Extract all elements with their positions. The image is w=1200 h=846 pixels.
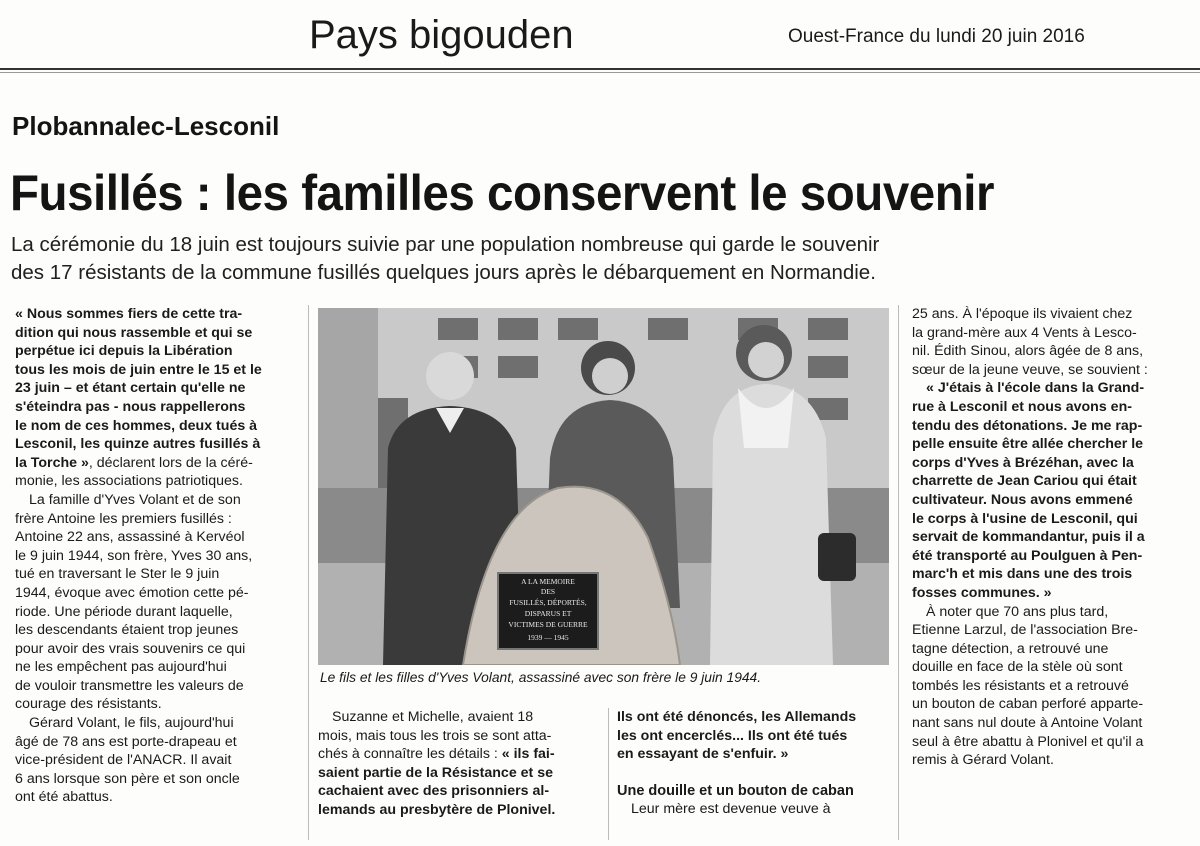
text-line: en essayant de s'enfuir. »	[617, 746, 789, 763]
text-line: cultivateur. Nous avons emmené	[912, 491, 1133, 508]
text-line: les descendants étaient trop jeunes	[15, 622, 239, 639]
text-line: les ont encerclés... Ils ont été tués	[617, 727, 848, 744]
text-line: s'éteindra pas - nous rappellerons	[15, 398, 246, 415]
text-line: marc'h et mis dans une des trois	[912, 566, 1133, 583]
text-line	[15, 454, 305, 473]
text-line: mois, mais tous les trois se sont atta-	[318, 727, 552, 744]
plaque-line: 1939 — 1945	[527, 633, 569, 642]
text-line: sœur de la jeune veuve, se souvient :	[912, 361, 1148, 378]
article-headline: Fusillés : les familles conservent le souvenir	[10, 165, 994, 221]
text-line: le corps à l'usine de Lesconil, qui	[912, 510, 1138, 527]
text-line: âgé de 78 ans est porte-drapeau et	[15, 733, 237, 750]
text-line: 1944, évoque avec émotion cette pé-	[15, 584, 249, 601]
column-divider	[308, 305, 309, 840]
text-line: nil. Édith Sinou, alors âgée de 8 ans,	[912, 343, 1144, 360]
text-fragment: chés à connaître les détails :	[318, 746, 502, 763]
text-line: remis à Gérard Volant.	[912, 752, 1054, 769]
section-title: Pays bigouden	[309, 13, 574, 57]
plaque-line: A LA MEMOIRE	[521, 577, 575, 586]
text-line: Suzanne et Michelle, avaient 18	[332, 709, 534, 725]
text-line: ne les empêchent pas aujourd'hui	[15, 659, 227, 676]
photo-illustration	[318, 308, 889, 665]
column-divider	[608, 708, 609, 840]
text-line: Leur mère est devenue veuve à	[631, 801, 831, 818]
text-line: La famille d'Yves Volant et de son	[29, 491, 241, 508]
text-line: douille en face de la stèle où sont	[912, 659, 1123, 676]
text-line: tombés les résistants et a retrouvé	[912, 677, 1129, 694]
text-line: été transporté au Poulguen à Pen-	[912, 547, 1143, 564]
header-rule-thin	[0, 72, 1200, 73]
text-line: 23 juin – et étant certain qu'elle ne	[15, 380, 246, 397]
article-column-2	[318, 708, 608, 820]
text-line	[318, 745, 608, 764]
text-line: pour avoir des vrais souvenirs ce qui	[15, 640, 246, 657]
text-line: servait de kommandantur, puis il a	[912, 529, 1145, 546]
text-line: tous les mois de juin entre le 15 et le	[15, 361, 262, 378]
photo-caption: Le fils et les filles d'Yves Volant, assassiné avec son frère le 9 juin 1944.	[320, 670, 762, 685]
text-line: frère Antoine les premiers fusillés :	[15, 510, 232, 527]
article-standfirst	[11, 231, 1191, 287]
text-line: « Nous sommes fiers de cette tra-	[15, 306, 243, 322]
quote-attribution: , déclarent lors de la céré-	[88, 454, 253, 471]
standfirst-line: La cérémonie du 18 juin est toujours suivie par une population nombreuse qui garde le souvenir	[11, 233, 880, 256]
text-line: le 9 juin 1944, son frère, Yves 30 ans,	[15, 547, 253, 564]
text-line: dition qui nous rassemble et qui se	[15, 324, 253, 341]
standfirst-line: des 17 résistants de la commune fusillés quelques jours après le débarquement en Normandie.	[11, 261, 876, 284]
text-line: Ils ont été dénoncés, les Allemands	[617, 709, 857, 725]
article-column-4	[912, 305, 1192, 770]
text-line: saient partie de la Résistance et se	[318, 764, 553, 781]
article-photo	[318, 308, 889, 665]
article-subhead: Une douille et un bouton de caban	[617, 782, 854, 799]
text-line: ont été abattus.	[15, 789, 113, 806]
plaque-line: FUSILLÉS, DÉPORTÉS,	[509, 598, 587, 607]
text-line: À noter que 70 ans plus tard,	[926, 603, 1109, 620]
text-line: monie, les associations patriotiques.	[15, 473, 243, 490]
text-line: pelle ensuite être allée chercher le	[912, 436, 1144, 453]
text-line: lemands au presbytère de Plonivel.	[318, 801, 556, 818]
text-line: corps d'Yves à Brézéhan, avec la	[912, 454, 1134, 471]
article-location: Plobannalec-Lesconil	[12, 111, 280, 141]
plaque-line: VICTIMES DE GUERRE	[508, 620, 588, 629]
article-column-1	[15, 305, 305, 807]
text-line: tué en traversant le Ster le 9 juin	[15, 566, 220, 583]
text-line: fosses communes. »	[912, 584, 1052, 601]
text-line: cachaient avec des prisonniers al-	[318, 783, 550, 800]
text-line: « J'étais à l'école dans la Grand-	[926, 380, 1145, 397]
text-line: Antoine 22 ans, assassiné à Kervéol	[15, 529, 245, 546]
text-line: 6 ans lorsque son père et son oncle	[15, 770, 240, 787]
text-line: Lesconil, les quinze autres fusillés à	[15, 436, 261, 453]
text-line: vice-président de l'ANACR. Il avait	[15, 752, 232, 769]
text-line: 25 ans. À l'époque ils vivaient chez	[912, 306, 1133, 322]
text-line: le nom de ces hommes, deux tués à	[15, 417, 258, 434]
text-line: charrette de Jean Cariou qui était	[912, 473, 1137, 490]
header-rule	[0, 68, 1200, 70]
text-line: un bouton de caban perforé apparte-	[912, 696, 1144, 713]
text-line: courage des résistants.	[15, 696, 162, 713]
text-line: rue à Lesconil et nous avons en-	[912, 398, 1132, 415]
text-line: Gérard Volant, le fils, aujourd'hui	[29, 715, 234, 732]
text-line: de vouloir transmettre les valeurs de	[15, 677, 244, 694]
quote-start: « ils fai-	[501, 746, 555, 763]
text-line: Etienne Larzul, de l'association Bre-	[912, 622, 1138, 639]
text-line: nant sans nul doute à Antoine Volant	[912, 715, 1143, 732]
column-divider	[898, 305, 899, 840]
text-line: la grand-mère aux 4 Vents à Lesco-	[912, 324, 1137, 341]
text-line: perpétue ici depuis la Libération	[15, 343, 233, 360]
plaque-line: DES	[540, 587, 556, 596]
quote-end: la Torche »	[15, 454, 89, 471]
text-line: seul à être abattu à Plonivel et qu'il a	[912, 733, 1144, 750]
plaque-line: DISPARUS ET	[524, 609, 572, 618]
text-line: riode. Une période durant laquelle,	[15, 603, 233, 620]
text-line: tendu des détonations. Je me rap-	[912, 417, 1143, 434]
publication-date: Ouest-France du lundi 20 juin 2016	[788, 26, 1085, 47]
text-line: tagne détection, a retrouvé une	[912, 640, 1109, 657]
article-column-3	[617, 708, 897, 819]
